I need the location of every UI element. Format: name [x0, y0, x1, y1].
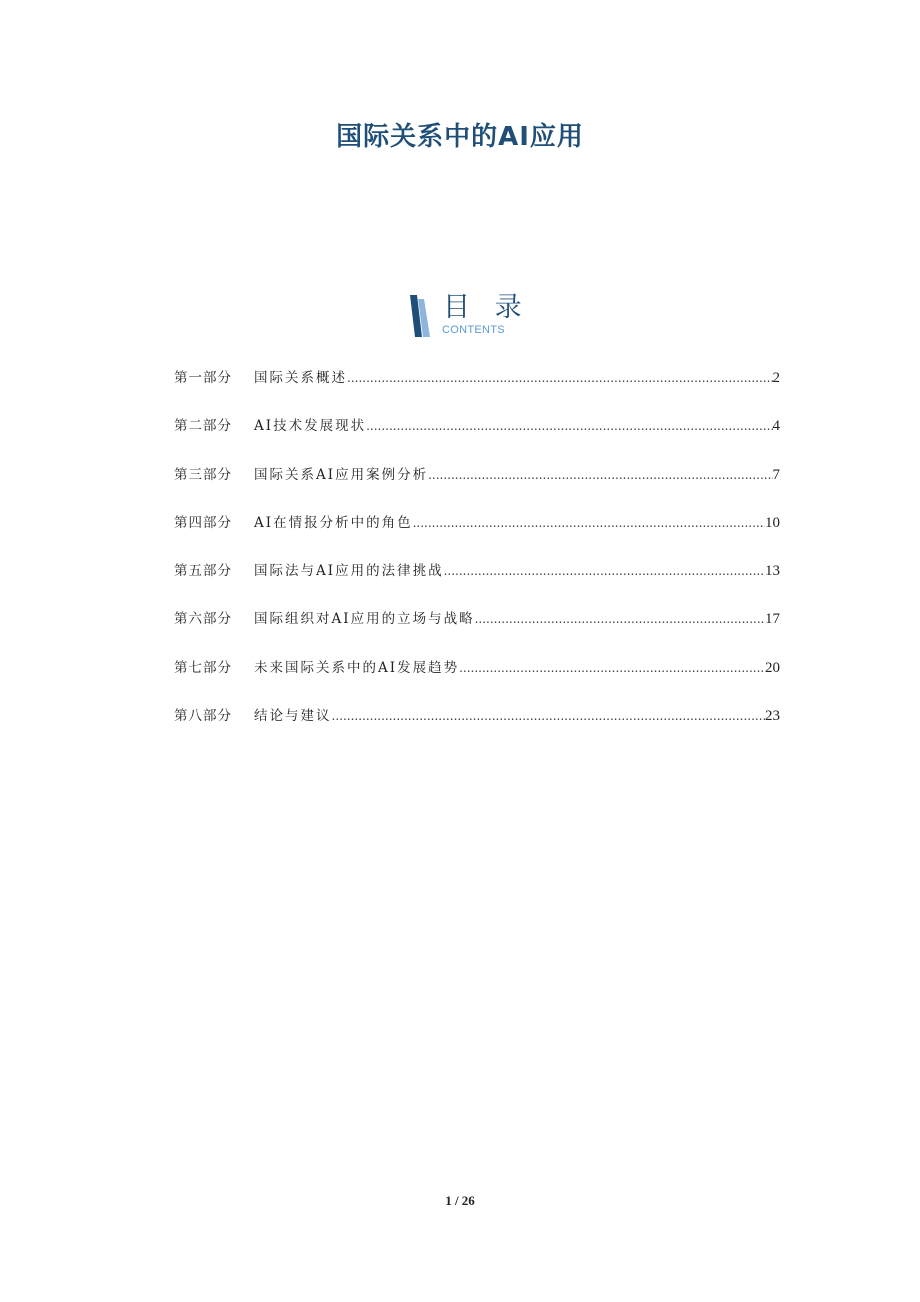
toc-entry-page: 13: [765, 563, 780, 580]
toc-entry[interactable]: [174, 366, 780, 414]
toc-entry-page: 2: [772, 370, 780, 386]
toc-entry-page: 10: [765, 514, 780, 531]
toc-entry-leader: [459, 661, 765, 675]
toc-entry-page: 7: [772, 466, 780, 483]
toc-entry-title: 国际法与AI应用的法律挑战: [254, 563, 444, 580]
toc-entry[interactable]: [174, 704, 780, 752]
toc-entry-title: 结论与建议: [254, 708, 332, 725]
toc-entry[interactable]: [174, 511, 780, 559]
toc-entry-part: 第四部分: [174, 514, 232, 531]
toc-entry[interactable]: [174, 463, 780, 511]
toc-heading-title: 目 录: [443, 292, 530, 323]
toc-entry[interactable]: [174, 607, 780, 655]
page-indicator: 1 / 26: [445, 1193, 475, 1208]
toc-entry-page: 23: [765, 708, 780, 725]
document-title: 国际关系中的AI应用: [336, 122, 584, 152]
toc-entry-title: 国际组织对AI应用的立场与战略: [254, 611, 475, 628]
toc-entry-part: 第六部分: [174, 611, 232, 628]
toc-entry-leader: [413, 516, 765, 530]
toc-entry-part: 第一部分: [174, 370, 232, 386]
toc-entry[interactable]: [174, 414, 780, 462]
toc-heading-subtitle: CONTENTS: [442, 324, 505, 336]
toc-entry-title: 未来国际关系中的AI发展趋势: [254, 659, 460, 676]
toc-entry-part: 第八部分: [174, 708, 232, 725]
toc-entry-title: AI技术发展现状: [254, 418, 367, 435]
toc-list: [174, 366, 780, 752]
toc-entry-title: 国际关系AI应用案例分析: [254, 466, 429, 483]
toc-entry-part: 第二部分: [174, 418, 232, 435]
toc-entry[interactable]: [174, 559, 780, 607]
toc-entry-page: 4: [772, 418, 780, 435]
toc-entry-leader: [475, 612, 765, 626]
toc-entry[interactable]: [174, 656, 780, 704]
toc-entry-part: 第五部分: [174, 563, 232, 580]
toc-entry-leader: [332, 709, 766, 723]
toc-entry-leader: [366, 419, 772, 433]
toc-entry-leader: [347, 371, 773, 385]
toc-entry-part: 第七部分: [174, 659, 232, 676]
toc-entry-leader: [444, 564, 765, 578]
toc-entry-leader: [428, 468, 772, 482]
toc-heading: [408, 292, 528, 340]
toc-entry-title: 国际关系概述: [254, 370, 347, 386]
toc-entry-page: 17: [765, 611, 780, 628]
toc-entry-part: 第三部分: [174, 466, 232, 483]
toc-entry-title: AI在情报分析中的角色: [254, 514, 413, 531]
toc-entry-page: 20: [765, 659, 780, 676]
contents-logo-icon: [408, 295, 432, 337]
